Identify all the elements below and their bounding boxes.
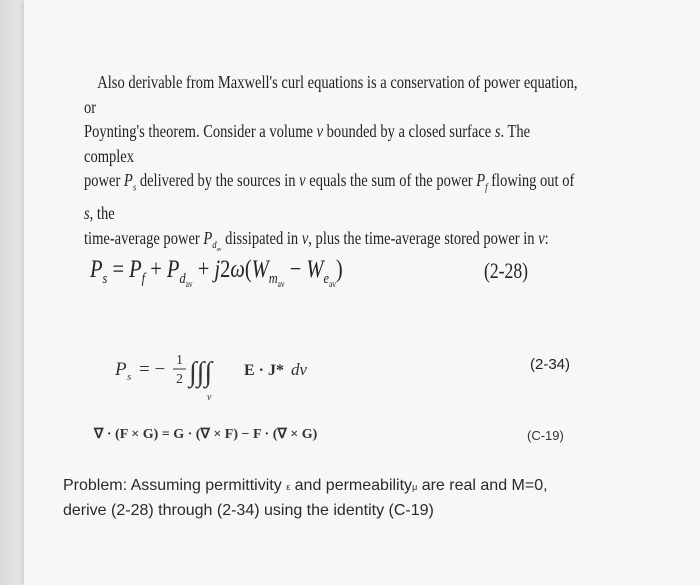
para-line-4: time-average power $P_{d_{av}}$ dissipated in v, plus the time-average stored power in v: xyxy=(84,227,549,254)
background-edge xyxy=(0,0,24,585)
para-line-3: power $P_s$ delivered by the sources in v equals the sum of the power $P_f$ flowing out of s, the xyxy=(84,170,575,223)
svg-text:2: 2 xyxy=(176,372,183,387)
problem-line-2: derive (2-28) through (2-34) using the identity (C-19) xyxy=(63,502,434,519)
svg-text:1: 1 xyxy=(176,353,183,368)
equation-c-19-label: (C-19) xyxy=(527,428,564,443)
svg-text:s: s xyxy=(127,371,132,383)
para-line-2: Poynting's theorem. Consider a volume v bounded by a closed surface s. The complex xyxy=(84,121,531,166)
mu-symbol: μ xyxy=(412,482,418,492)
para-line-1: Also derivable from Maxwell's curl equations is a conservation of power equation, or xyxy=(84,72,578,117)
svg-text:∫∫∫: ∫∫∫ xyxy=(189,357,213,388)
epsilon-symbol: ε xyxy=(286,482,291,492)
equation-c-19: ∇ · (F × G) = G · (∇ × F) − F · (∇ × G) xyxy=(94,427,318,442)
equation-2-28-label: (2-28) xyxy=(484,258,528,283)
svg-text:v: v xyxy=(207,392,212,403)
problem-statement xyxy=(63,474,623,522)
problem-line-1: Problem: Assuming permittivity ε and permeabilityμ are real and M=0, xyxy=(63,477,548,494)
equation-2-34 xyxy=(115,343,355,403)
equation-2-34-label: (2-34) xyxy=(530,356,571,373)
equation-2-28: $P_s = P_f + P_{d_{av}} + j2\omega(W_{m_{av}} - W_{e_{av}})$ xyxy=(90,256,343,289)
svg-text:= −: = − xyxy=(139,359,166,380)
svg-text:dv: dv xyxy=(291,360,308,379)
intro-paragraph xyxy=(84,70,582,263)
svg-text:P: P xyxy=(115,359,127,380)
svg-text:E · J*: E · J* xyxy=(244,362,285,379)
